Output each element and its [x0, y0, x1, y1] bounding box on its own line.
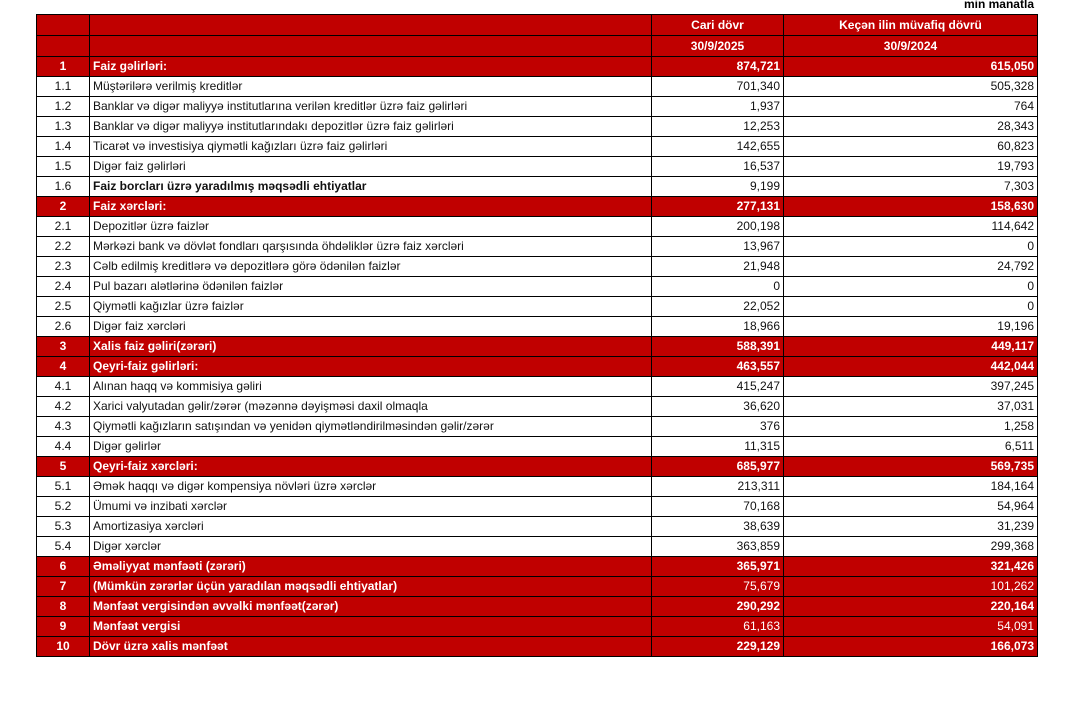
- table-row: [37, 137, 1038, 157]
- section-row: [37, 57, 1038, 77]
- section-row: [37, 597, 1038, 617]
- previous-period-value: 220,164: [784, 597, 1038, 617]
- table-row: [37, 277, 1038, 297]
- section-row: [37, 617, 1038, 637]
- current-period-value: 685,977: [652, 457, 784, 477]
- current-period-value: 463,557: [652, 357, 784, 377]
- row-label: Faiz xərcləri:: [90, 197, 652, 217]
- table-row: [37, 517, 1038, 537]
- previous-period-value: 397,245: [784, 377, 1038, 397]
- row-label: Xalis faiz gəliri(zərəri): [90, 337, 652, 357]
- table-row: [37, 217, 1038, 237]
- row-number: 2.2: [37, 237, 90, 257]
- row-label: Mənfəət vergisi: [90, 617, 652, 637]
- current-period-value: 213,311: [652, 477, 784, 497]
- row-label: Qiymətli kağızlar üzrə faizlər: [90, 297, 652, 317]
- table-row: [37, 257, 1038, 277]
- row-label: Mənfəət vergisindən əvvəlki mənfəət(zərər): [90, 597, 652, 617]
- previous-period-value: 158,630: [784, 197, 1038, 217]
- table-row: [37, 477, 1038, 497]
- current-period-value: 22,052: [652, 297, 784, 317]
- table-row: [37, 237, 1038, 257]
- previous-period-value: 7,303: [784, 177, 1038, 197]
- table-row: [37, 397, 1038, 417]
- row-number: 5.1: [37, 477, 90, 497]
- current-period-value: 16,537: [652, 157, 784, 177]
- row-number: 2.1: [37, 217, 90, 237]
- table-row: [37, 317, 1038, 337]
- previous-period-value: 442,044: [784, 357, 1038, 377]
- current-period-value: 75,679: [652, 577, 784, 597]
- previous-period-value: 24,792: [784, 257, 1038, 277]
- current-period-value: 12,253: [652, 117, 784, 137]
- row-label: Ticarət və investisiya qiymətli kağızları üzrə faiz gəlirləri: [90, 137, 652, 157]
- previous-period-value: 1,258: [784, 417, 1038, 437]
- row-number: 4: [37, 357, 90, 377]
- row-label: Əməliyyat mənfəəti (zərəri): [90, 557, 652, 577]
- row-number: 1.2: [37, 97, 90, 117]
- current-period-value: 18,966: [652, 317, 784, 337]
- income-statement-table: [36, 14, 1038, 657]
- previous-period-value: 54,964: [784, 497, 1038, 517]
- row-number: 5.4: [37, 537, 90, 557]
- row-number: 1.3: [37, 117, 90, 137]
- row-number: 4.3: [37, 417, 90, 437]
- previous-period-value: 0: [784, 237, 1038, 257]
- row-label: Müştərilərə verilmiş kreditlər: [90, 77, 652, 97]
- current-period-value: 21,948: [652, 257, 784, 277]
- section-row: [37, 637, 1038, 657]
- row-number: 8: [37, 597, 90, 617]
- row-number: 10: [37, 637, 90, 657]
- unit-label: min manatla: [963, 0, 1034, 11]
- current-period-value: 38,639: [652, 517, 784, 537]
- row-number: 9: [37, 617, 90, 637]
- previous-period-value: 449,117: [784, 337, 1038, 357]
- row-number: 5: [37, 457, 90, 477]
- current-period-value: 229,129: [652, 637, 784, 657]
- row-number: 4.1: [37, 377, 90, 397]
- table-row: [37, 157, 1038, 177]
- header-current-period: Cari dövr: [652, 15, 784, 36]
- previous-period-value: 19,793: [784, 157, 1038, 177]
- row-label: Qiymətli kağızların satışından və yenidən qiymətləndirilməsindən gəlir/zərər: [90, 417, 652, 437]
- current-period-value: 277,131: [652, 197, 784, 217]
- section-row: [37, 357, 1038, 377]
- header-previous-date: 30/9/2024: [784, 36, 1038, 57]
- table-row: [37, 537, 1038, 557]
- row-label: Digər xərclər: [90, 537, 652, 557]
- row-label: Amortizasiya xərcləri: [90, 517, 652, 537]
- header-num-cell: [37, 15, 90, 36]
- previous-period-value: 0: [784, 277, 1038, 297]
- previous-period-value: 0: [784, 297, 1038, 317]
- table-row: [37, 77, 1038, 97]
- header-previous-period: Keçən ilin müvafiq dövrü: [784, 15, 1038, 36]
- row-number: 1.1: [37, 77, 90, 97]
- table-row: [37, 297, 1038, 317]
- previous-period-value: 31,239: [784, 517, 1038, 537]
- row-label: Qeyri-faiz xərcləri:: [90, 457, 652, 477]
- header-current-date: 30/9/2025: [652, 36, 784, 57]
- previous-period-value: 166,073: [784, 637, 1038, 657]
- row-label: Mərkəzi bank və dövlət fondları qarşısında öhdəliklər üzrə faiz xərcləri: [90, 237, 652, 257]
- row-number: 2.3: [37, 257, 90, 277]
- header-row-period: [37, 15, 1038, 36]
- header-num-cell: [37, 36, 90, 57]
- previous-period-value: 19,196: [784, 317, 1038, 337]
- row-number: 1.5: [37, 157, 90, 177]
- row-number: 2.4: [37, 277, 90, 297]
- section-row: [37, 577, 1038, 597]
- row-number: 4.2: [37, 397, 90, 417]
- current-period-value: 70,168: [652, 497, 784, 517]
- previous-period-value: 321,426: [784, 557, 1038, 577]
- header-row-date: [37, 36, 1038, 57]
- current-period-value: 588,391: [652, 337, 784, 357]
- previous-period-value: 6,511: [784, 437, 1038, 457]
- row-number: 5.2: [37, 497, 90, 517]
- row-label: Banklar və digər maliyyə institutlarındakı depozitlər üzrə faiz gəlirləri: [90, 117, 652, 137]
- table-row: [37, 417, 1038, 437]
- row-label: Əmək haqqı və digər kompensiya növləri üzrə xərclər: [90, 477, 652, 497]
- previous-period-value: 101,262: [784, 577, 1038, 597]
- header-label-cell: [90, 15, 652, 36]
- current-period-value: 11,315: [652, 437, 784, 457]
- current-period-value: 415,247: [652, 377, 784, 397]
- row-number: 1.4: [37, 137, 90, 157]
- previous-period-value: 54,091: [784, 617, 1038, 637]
- table-row: [37, 377, 1038, 397]
- row-number: 3: [37, 337, 90, 357]
- row-label: Ümumi və inzibati xərclər: [90, 497, 652, 517]
- row-label: Dövr üzrə xalis mənfəət: [90, 637, 652, 657]
- current-period-value: 701,340: [652, 77, 784, 97]
- header-label-cell: [90, 36, 652, 57]
- row-number: 4.4: [37, 437, 90, 457]
- current-period-value: 1,937: [652, 97, 784, 117]
- current-period-value: 36,620: [652, 397, 784, 417]
- current-period-value: 13,967: [652, 237, 784, 257]
- previous-period-value: 114,642: [784, 217, 1038, 237]
- current-period-value: 9,199: [652, 177, 784, 197]
- section-row: [37, 197, 1038, 217]
- row-label: Qeyri-faiz gəlirləri:: [90, 357, 652, 377]
- previous-period-value: 184,164: [784, 477, 1038, 497]
- row-number: 2: [37, 197, 90, 217]
- previous-period-value: 60,823: [784, 137, 1038, 157]
- previous-period-value: 505,328: [784, 77, 1038, 97]
- previous-period-value: 37,031: [784, 397, 1038, 417]
- row-label: Faiz gəlirləri:: [90, 57, 652, 77]
- previous-period-value: 299,368: [784, 537, 1038, 557]
- current-period-value: 290,292: [652, 597, 784, 617]
- row-number: 1: [37, 57, 90, 77]
- current-period-value: 142,655: [652, 137, 784, 157]
- previous-period-value: 764: [784, 97, 1038, 117]
- section-row: [37, 337, 1038, 357]
- table-row: [37, 97, 1038, 117]
- previous-period-value: 615,050: [784, 57, 1038, 77]
- table-row: [37, 497, 1038, 517]
- row-label: Cəlb edilmiş kreditlərə və depozitlərə görə ödənilən faizlər: [90, 257, 652, 277]
- row-number: 2.5: [37, 297, 90, 317]
- row-label: Banklar və digər maliyyə institutlarına verilən kreditlər üzrə faiz gəlirləri: [90, 97, 652, 117]
- row-number: 5.3: [37, 517, 90, 537]
- current-period-value: 363,859: [652, 537, 784, 557]
- table-row: [37, 117, 1038, 137]
- row-label: Xarici valyutadan gəlir/zərər (məzənnə dəyişməsi daxil olmaqla: [90, 397, 652, 417]
- row-number: 1.6: [37, 177, 90, 197]
- section-row: [37, 457, 1038, 477]
- row-number: 6: [37, 557, 90, 577]
- current-period-value: 61,163: [652, 617, 784, 637]
- row-label: Digər faiz gəlirləri: [90, 157, 652, 177]
- row-label: Alınan haqq və kommisiya gəliri: [90, 377, 652, 397]
- row-label: Digər faiz xərcləri: [90, 317, 652, 337]
- previous-period-value: 569,735: [784, 457, 1038, 477]
- current-period-value: 365,971: [652, 557, 784, 577]
- table-row: [37, 437, 1038, 457]
- current-period-value: 376: [652, 417, 784, 437]
- previous-period-value: 28,343: [784, 117, 1038, 137]
- table-row: [37, 177, 1038, 197]
- row-label: Faiz borcları üzrə yaradılmış məqsədli ehtiyatlar: [90, 177, 652, 197]
- section-row: [37, 557, 1038, 577]
- row-label: (Mümkün zərərlər üçün yaradılan məqsədli ehtiyatlar): [90, 577, 652, 597]
- row-number: 2.6: [37, 317, 90, 337]
- row-number: 7: [37, 577, 90, 597]
- current-period-value: 874,721: [652, 57, 784, 77]
- row-label: Depozitlər üzrə faizlər: [90, 217, 652, 237]
- row-label: Digər gəlirlər: [90, 437, 652, 457]
- row-label: Pul bazarı alətlərinə ödənilən faizlər: [90, 277, 652, 297]
- current-period-value: 200,198: [652, 217, 784, 237]
- current-period-value: 0: [652, 277, 784, 297]
